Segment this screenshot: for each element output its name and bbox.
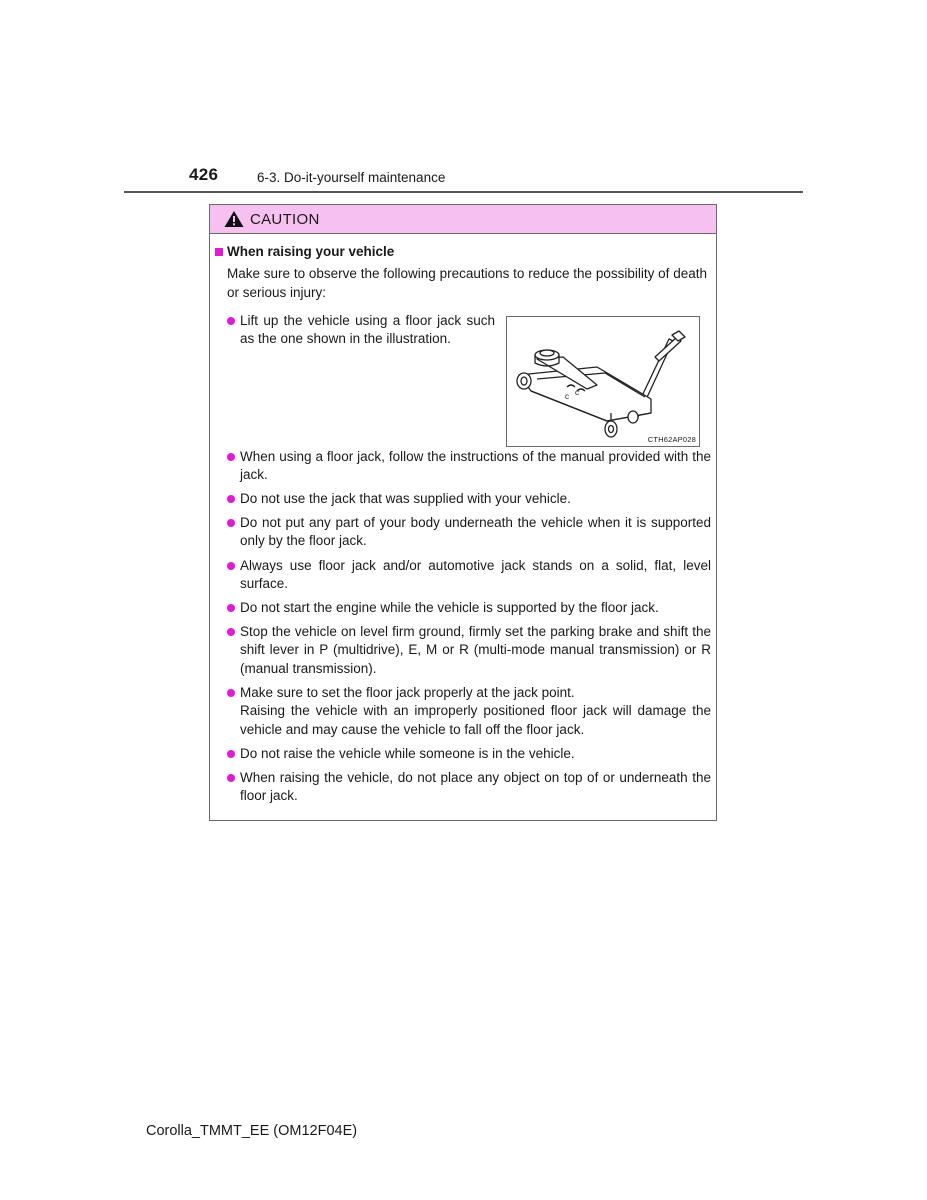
bullet-dot-icon xyxy=(227,495,235,503)
floor-jack-illustration xyxy=(506,316,700,447)
document-code: Corolla_TMMT_EE (OM12F04E) xyxy=(146,1123,358,1139)
warning-triangle-icon xyxy=(224,210,244,228)
list-item xyxy=(227,623,711,678)
list-item xyxy=(227,490,711,508)
bullet-text-line: Raising the vehicle with an improperly positioned floor jack will damage the vehicle and may cause the vehicle to fall off the floor jack. xyxy=(240,703,711,737)
bullet-text: When using a floor jack, follow the instructions of the manual provided with the jack. xyxy=(240,449,711,483)
bullet-text: Always use floor jack and/or automotive jack stands on a solid, flat, level surface. xyxy=(240,558,711,592)
list-item xyxy=(227,448,711,485)
square-bullet-icon xyxy=(215,248,223,256)
bullet-text: Do not start the engine while the vehicle is supported by the floor jack. xyxy=(240,600,659,615)
bullet-dot-icon xyxy=(227,628,235,636)
bullet-text: Do not raise the vehicle while someone is in the vehicle. xyxy=(240,746,575,761)
list-item xyxy=(227,745,711,763)
list-item xyxy=(227,684,711,739)
svg-text:c: c xyxy=(565,392,569,401)
page-number: 426 xyxy=(189,165,219,184)
bullet-text: Do not put any part of your body underneath the vehicle when it is supported only by the floor jack. xyxy=(240,515,711,549)
caution-header xyxy=(210,205,716,234)
list-item xyxy=(227,557,711,594)
section-title: 6-3. Do-it-yourself maintenance xyxy=(257,170,446,185)
subheading-text: When raising your vehicle xyxy=(227,244,395,259)
bullet-dot-icon xyxy=(227,689,235,697)
bullet-text: Lift up the vehicle using a floor jack such as the one shown in the illustration. xyxy=(240,313,495,347)
caution-box xyxy=(209,204,717,821)
caution-intro: Make sure to observe the following precautions to reduce the possibility of death or serious injury: xyxy=(227,266,707,300)
list-item xyxy=(227,769,711,806)
bullet-dot-icon xyxy=(227,750,235,758)
figure-code: CTH62AP028 xyxy=(647,435,696,444)
bullet-dot-icon xyxy=(227,519,235,527)
bullet-dot-icon xyxy=(227,453,235,461)
list-item xyxy=(227,599,711,617)
caution-label: CAUTION xyxy=(250,210,320,228)
bullet-dot-icon xyxy=(227,562,235,570)
bullet-text-line: Make sure to set the floor jack properly at the jack point. xyxy=(240,685,575,700)
header-divider xyxy=(124,191,803,193)
list-item xyxy=(227,514,711,551)
list-item xyxy=(227,312,495,349)
bullet-dot-icon xyxy=(227,604,235,612)
bullet-text: Stop the vehicle on level firm ground, firmly set the parking brake and shift the shift lever in P (multidrive), E, M or R (multi-mode manual transmission) or R (manual transmission). xyxy=(240,624,711,676)
bullet-text: When raising the vehicle, do not place any object on top of or underneath the floor jack. xyxy=(240,770,711,804)
caution-subheading xyxy=(215,244,394,259)
bullet-dot-icon xyxy=(227,317,235,325)
floor-jack-icon xyxy=(507,317,699,446)
svg-text:c: c xyxy=(575,388,579,397)
bullet-text xyxy=(240,684,711,739)
bullet-dot-icon xyxy=(227,774,235,782)
bullet-text: Do not use the jack that was supplied with your vehicle. xyxy=(240,491,571,506)
